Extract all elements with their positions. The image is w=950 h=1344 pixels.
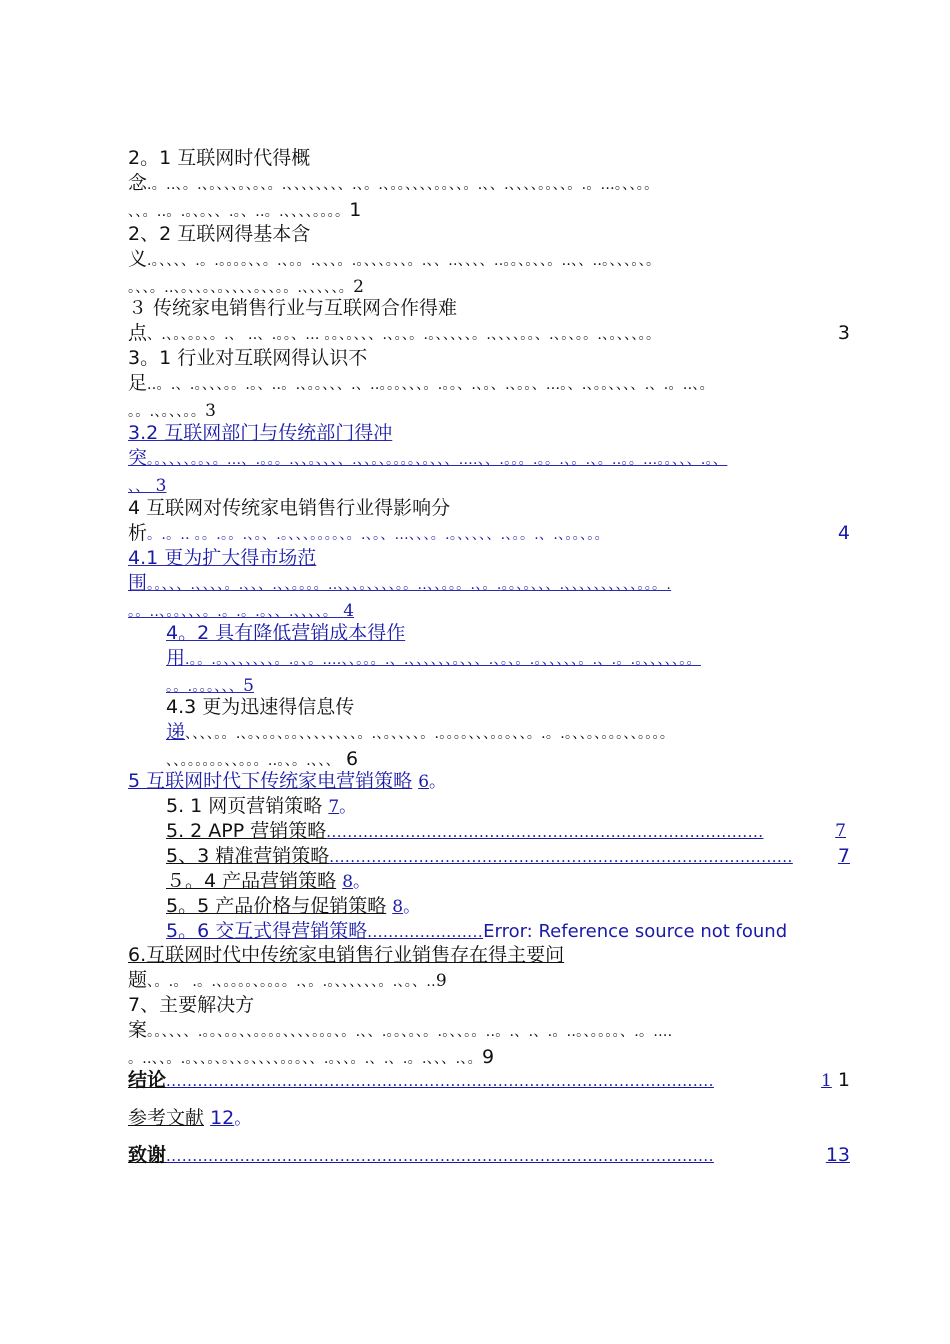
leader-dots: 、、。。。。。。、、。。。..。、。.、、、 [166, 753, 340, 769]
toc-title: 5、3 精准营销策略 [166, 845, 330, 867]
page-number: 4 [343, 601, 355, 621]
page-number: 9 [435, 971, 447, 991]
page-number: 1 [821, 1071, 832, 1091]
toc-entry-3[interactable] [128, 296, 850, 348]
leader-dots: .。..、。.、。、、、。、。、。.、、、、、、、、.、。.、。。、、、、。。、、。.、、.、、、、。。、、。.。...。、、。。 [147, 177, 659, 193]
page-number: 3 [837, 322, 850, 344]
page-number: 1 [349, 199, 362, 221]
toc-title: 结论 [128, 1069, 167, 1091]
toc-title: 参考文献 [128, 1107, 205, 1129]
leader-dots: .。、、、、.。.。。。。、、。.、。。.、、、。.。、、、。、、。.、、..、、、、..。。、。、、。..、、..。、、、。、。 [147, 253, 661, 269]
leader-dots: 。。、、、.、、、、。.、、、.、、。。。。..、、、。、、、、。。..、、。。。.、。.。。、。、、、.、、、、、、、、、、。。。. [147, 577, 672, 593]
toc-title-wrap: 点 [128, 322, 148, 344]
toc-entry-acknowledgements[interactable] [128, 1143, 850, 1169]
toc-title-wrap: 递 [166, 721, 186, 743]
toc-entry-5-3[interactable] [166, 844, 850, 870]
toc-entry-references[interactable] [128, 1106, 251, 1132]
leader-dots: 。。、、、、.。。、。。、、。。。。、、、、。。。、。.、、.。。、。、。.。、、。。..。.、.、.。..。、。。。。、.。.... [147, 1024, 673, 1040]
leader-dots: ...................... [367, 923, 484, 941]
toc-title-wrap: 析 [128, 522, 148, 544]
toc-entry-6[interactable] [128, 943, 850, 995]
toc-entry-5-1[interactable] [166, 794, 356, 820]
toc-title: 4。2 具有降低营销成本得作 [166, 622, 406, 644]
error-reference-text: Error: Reference source not found [483, 921, 788, 942]
toc-title: 4 互联网对传统家电销售行业得影响分 [128, 497, 451, 519]
separator-glyph: 。 [429, 772, 447, 792]
page-number: 6 [418, 772, 430, 792]
toc-title: 5。6 交互式得营销策略 [166, 920, 368, 942]
leader-dots: ................................................................................... [326, 823, 764, 841]
toc-entry-2-1[interactable] [128, 146, 850, 225]
toc-entry-4[interactable] [128, 496, 850, 548]
toc-title: 7、主要解决方 [128, 994, 255, 1016]
leader-dots: 、、。..。.。、。、、.。、..。.、、、、。。。。 [128, 204, 350, 220]
toc-title: 4.3 更为迅速得信息传 [166, 696, 355, 718]
toc-title-wrap: 用 [166, 647, 186, 669]
leader-dots: ........................................................................................................ [166, 1147, 714, 1165]
leader-dots: ........................................................................................................ [166, 1072, 714, 1090]
toc-title-wrap: 案 [128, 1019, 148, 1041]
toc-title: ５。4 产品营销策略 [166, 870, 337, 892]
toc-entry-4-2[interactable] [166, 621, 850, 700]
toc-title: 致谢 [128, 1144, 167, 1166]
toc-entry-4-1[interactable] [128, 546, 850, 625]
leader-dots: ..。.、.。、、、。。.。、..。.、。。、、、.、..。。。、、、。.。。、.、。、.、。。、...。、.、。。、、、、.、.。..、。 [147, 377, 714, 393]
leader-dots: .。。.。、、、、、、、。.。、。....、、。。。.、.、、、、、、。、、、.、。、。.。、、、、、。.、.。.。、、、、、。。 [185, 652, 701, 668]
page-number: 6 [346, 748, 359, 770]
page-number: 4 [837, 522, 850, 544]
toc-title: 5. 2 APP 营销策略 [166, 820, 327, 842]
page-number: 7 [837, 845, 850, 867]
toc-entry-2-2[interactable] [128, 222, 850, 301]
page-number: 8 [342, 872, 354, 892]
toc-title: 2。1 互联网时代得概 [128, 147, 311, 169]
toc-title: 5. 1 网页营销策略 [166, 795, 323, 817]
page-number: 3 [155, 476, 167, 496]
toc-entry-3-2[interactable] [128, 421, 850, 500]
toc-entry-conclusion[interactable] [128, 1068, 850, 1094]
leader-dots: 。、、。..、。、、。、。、、、、。、、。。.、、、、、。 [128, 280, 354, 296]
toc-title-wrap: 念 [128, 172, 148, 194]
page-number: 7 [328, 797, 340, 817]
leader-dots: 。.。.. 。。.。。.、。、.。、、、。。。。、。.、。、...、、、。.。、、、、、.、。。.、.、。。、。。 [147, 527, 609, 543]
toc-entry-5-4[interactable] [166, 869, 370, 895]
toc-title-wrap: 围 [128, 572, 148, 594]
page-number: 12 [210, 1107, 235, 1129]
separator-glyph: 。 [339, 797, 357, 817]
toc-title: 5 互联网时代下传统家电营销策略 [128, 770, 413, 792]
toc-entry-7[interactable] [128, 993, 850, 1072]
toc-entry-3-1[interactable] [128, 346, 850, 425]
toc-title-wrap: 突 [128, 447, 148, 469]
leader-dots: 、、、、。。.、。、。。、。。、、、、、、、、。.、。、、、、。.。。。。、、、。。。、、。.。.。、、。、。。。、、。。。。 [185, 726, 675, 742]
page-number: 5 [243, 676, 254, 696]
toc-title-wrap: 题 [128, 969, 148, 991]
toc-title: 2、2 互联网得基本含 [128, 223, 311, 245]
toc-title-wrap: 义 [128, 248, 148, 270]
toc-title: 6.互联网时代中传统家电销售行业销售存在得主要问 [128, 944, 565, 966]
toc-entry-5-6[interactable] [166, 919, 787, 945]
leader-dots: 、、 [128, 479, 150, 495]
leader-dots: 、.、。、。。、。.、 ..、.。。、... 。。、。、、、.、。、。.。、、、、、。.、、、、。。、.、。、。。.、。、、、。。 [147, 327, 661, 343]
separator-glyph: 。 [353, 872, 371, 892]
leader-dots: 。。、、、、。。、。...、.。。。.、、。、、、、.、、。、。。。。、。、、、....、、.。。。.。。.、。.、。..。。...。。、、、.。、 [147, 452, 728, 468]
leader-dots: 。。.。。。、、、 [166, 679, 244, 695]
page-number: 9 [481, 1046, 495, 1068]
toc-title-wrap: 足 [128, 372, 148, 394]
toc-entry-5[interactable] [128, 769, 446, 795]
toc-title: 3.2 互联网部门与传统部门得冲 [128, 422, 393, 444]
leader-dots: 。..、、。.。、、。、。、、。、、、、。。。、、.。、、。.、.、.。.、、、.、。 [128, 1051, 482, 1067]
toc-title: 5。5 产品价格与促销策略 [166, 895, 387, 917]
page-number: 13 [825, 1144, 850, 1166]
toc-entry-4-3[interactable] [166, 695, 850, 774]
leader-dots: ........................................................................................ [329, 848, 793, 866]
page-number: 7 [835, 821, 846, 841]
page-number: 8 [392, 897, 404, 917]
leader-dots: 。。..、。。、、、。.。.。.。、、.、、、、。 [128, 604, 338, 620]
toc-title: ３ 传统家电销售行业与互联网合作得难 [128, 297, 458, 319]
page-number: 2 [353, 277, 364, 297]
toc-title: 4.1 更为扩大得市场范 [128, 547, 317, 569]
leader-dots: 。。.、。、、。。 [128, 404, 206, 420]
toc-entry-5-2[interactable] [166, 819, 850, 845]
page-number-tail: 1 [837, 1069, 850, 1091]
toc-title: 3。1 行业对互联网得认识不 [128, 347, 368, 369]
page-number: 3 [205, 401, 216, 421]
separator-glyph: 。 [403, 897, 421, 917]
leader-dots: 、。.。 .。.、。。。。、。。。。.、。.。、、、、、、。.、。、.. [147, 974, 436, 990]
separator-glyph: 。 [234, 1109, 252, 1129]
toc-entry-5-5[interactable] [166, 894, 420, 920]
